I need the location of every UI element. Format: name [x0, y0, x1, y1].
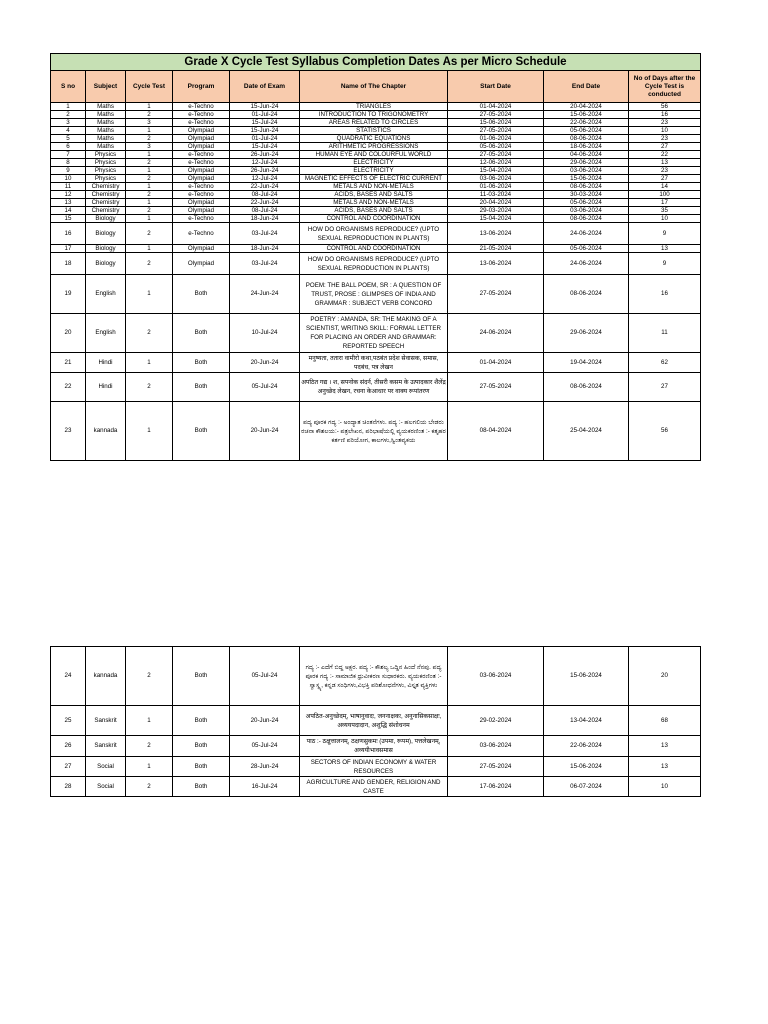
cycle-test-cell: 2 — [126, 314, 173, 353]
table-row — [51, 215, 701, 223]
exam-date-cell: 20-Jun-24 — [230, 353, 300, 373]
sno-cell: 21 — [51, 353, 86, 373]
sno-cell: 11 — [51, 183, 86, 191]
table-row — [51, 706, 701, 736]
table-row — [51, 143, 701, 151]
cycle-test-cell: 3 — [126, 143, 173, 151]
sno-cell: 3 — [51, 119, 86, 127]
sno-cell: 5 — [51, 135, 86, 143]
chapter-cell: मनुष्यता, ततारा वामीरो कथा,पठबंत प्रदेश सेवासक, समास, पदबंध, पत्र लेखन — [300, 353, 448, 373]
end-date-cell: 18-06-2024 — [544, 143, 629, 151]
end-date-cell: 05-06-2024 — [544, 245, 629, 253]
chapter-cell: POEM: THE BALL POEM, SR : A QUESTION OF TRUST, PROSE : GLIMPSES OF INDIA AND GRAMMAR : SUBJECT VERB CONCORD — [300, 275, 448, 314]
subject-cell: Sanskrit — [86, 706, 126, 736]
end-date-cell: 08-06-2024 — [544, 275, 629, 314]
start-date-cell: 03-06-2024 — [448, 175, 544, 183]
table-row — [51, 191, 701, 199]
program-cell: Both — [173, 647, 230, 706]
sno-cell: 26 — [51, 736, 86, 757]
end-date-cell: 05-06-2024 — [544, 127, 629, 135]
start-date-cell: 15-06-2024 — [448, 119, 544, 127]
program-cell: Olympiad — [173, 143, 230, 151]
subject-cell: Maths — [86, 103, 126, 111]
program-cell: Both — [173, 314, 230, 353]
exam-date-cell: 22-Jun-24 — [230, 199, 300, 207]
start-date-cell: 29-02-2024 — [448, 706, 544, 736]
start-date-cell: 11-03-2024 — [448, 191, 544, 199]
chapter-cell: ELECTRICITY — [300, 159, 448, 167]
start-date-cell: 01-04-2024 — [448, 353, 544, 373]
chapter-cell: QUADRATIC EQUATIONS — [300, 135, 448, 143]
exam-date-cell: 08-Jul-24 — [230, 191, 300, 199]
start-date-cell: 01-06-2024 — [448, 135, 544, 143]
subject-cell: Physics — [86, 167, 126, 175]
cycle-test-cell: 2 — [126, 223, 173, 245]
subject-cell: Maths — [86, 143, 126, 151]
end-date-cell: 29-06-2024 — [544, 159, 629, 167]
syllabus-table-page-1 — [50, 53, 701, 461]
days-cell: 23 — [629, 119, 701, 127]
exam-date-cell: 15-Jun-24 — [230, 103, 300, 111]
days-cell: 13 — [629, 245, 701, 253]
start-date-cell: 01-04-2024 — [448, 103, 544, 111]
subject-cell: Hindi — [86, 353, 126, 373]
program-cell: Olympiad — [173, 253, 230, 275]
cycle-test-cell: 2 — [126, 647, 173, 706]
days-cell: 100 — [629, 191, 701, 199]
start-date-cell: 27-05-2024 — [448, 111, 544, 119]
days-cell: 11 — [629, 314, 701, 353]
program-cell: Olympiad — [173, 199, 230, 207]
exam-date-cell: 26-Jun-24 — [230, 151, 300, 159]
end-date-cell: 29-06-2024 — [544, 314, 629, 353]
sno-cell: 27 — [51, 757, 86, 777]
end-date-cell: 03-06-2024 — [544, 167, 629, 175]
exam-date-cell: 28-Jun-24 — [230, 757, 300, 777]
start-date-cell: 27-05-2024 — [448, 757, 544, 777]
end-date-cell: 08-06-2024 — [544, 215, 629, 223]
chapter-cell: SECTORS OF INDIAN ECONOMY & WATER RESOURCES — [300, 757, 448, 777]
table-row — [51, 275, 701, 314]
header-sno: S no — [51, 71, 86, 103]
end-date-cell: 08-06-2024 — [544, 183, 629, 191]
program-cell: Olympiad — [173, 127, 230, 135]
table-row — [51, 103, 701, 111]
program-cell: e-Techno — [173, 223, 230, 245]
table-row — [51, 199, 701, 207]
cycle-test-cell: 1 — [126, 245, 173, 253]
end-date-cell: 22-06-2024 — [544, 736, 629, 757]
days-cell: 68 — [629, 706, 701, 736]
cycle-test-cell: 2 — [126, 191, 173, 199]
chapter-cell: METALS AND NON-METALS — [300, 183, 448, 191]
chapter-cell: ELECTRICITY — [300, 167, 448, 175]
end-date-cell: 20-04-2024 — [544, 103, 629, 111]
days-cell: 35 — [629, 207, 701, 215]
end-date-cell: 15-06-2024 — [544, 111, 629, 119]
header-date-of-exam: Date of Exam — [230, 71, 300, 103]
end-date-cell: 06-07-2024 — [544, 777, 629, 797]
table-body-page-1 — [51, 103, 701, 461]
cycle-test-cell: 2 — [126, 135, 173, 143]
page-title: Grade X Cycle Test Syllabus Completion Dates As per Micro Schedule — [51, 54, 701, 71]
chapter-cell: अपठित-अनुच्छेदम्, भाषानुवादः, जननाक्षकः, अनुनासिकसाक्षः, अव्ययपदादान, अशुद्धि संशोधनम — [300, 706, 448, 736]
chapter-cell: ACIDS, BASES AND SALTS — [300, 207, 448, 215]
header-start-date: Start Date — [448, 71, 544, 103]
program-cell: Both — [173, 777, 230, 797]
exam-date-cell: 16-Jul-24 — [230, 777, 300, 797]
cycle-test-cell: 1 — [126, 757, 173, 777]
chapter-cell: TRIANGLES — [300, 103, 448, 111]
end-date-cell: 22-06-2024 — [544, 119, 629, 127]
sno-cell: 23 — [51, 402, 86, 461]
chapter-cell: INTRODUCTION TO TRIGONOMETRY — [300, 111, 448, 119]
start-date-cell: 15-04-2024 — [448, 215, 544, 223]
chapter-cell: ACIDS, BASES AND SALTS — [300, 191, 448, 199]
table-row — [51, 127, 701, 135]
header-cycle-test: Cycle Test — [126, 71, 173, 103]
cycle-test-cell: 1 — [126, 199, 173, 207]
header-chapter-name: Name of The Chapter — [300, 71, 448, 103]
table-row — [51, 253, 701, 275]
days-cell: 9 — [629, 223, 701, 245]
table-row — [51, 757, 701, 777]
table-row — [51, 647, 701, 706]
end-date-cell: 30-03-2024 — [544, 191, 629, 199]
syllabus-table-page-2 — [50, 646, 701, 797]
days-cell: 62 — [629, 353, 701, 373]
sno-cell: 13 — [51, 199, 86, 207]
table-row — [51, 175, 701, 183]
exam-date-cell: 20-Jun-24 — [230, 402, 300, 461]
end-date-cell: 24-06-2024 — [544, 253, 629, 275]
program-cell: e-Techno — [173, 119, 230, 127]
days-cell: 9 — [629, 253, 701, 275]
table-row — [51, 183, 701, 191]
days-cell: 10 — [629, 215, 701, 223]
cycle-test-cell: 1 — [126, 706, 173, 736]
cycle-test-cell: 1 — [126, 215, 173, 223]
days-cell: 10 — [629, 777, 701, 797]
cycle-test-cell: 1 — [126, 151, 173, 159]
start-date-cell: 08-04-2024 — [448, 402, 544, 461]
chapter-cell: पाठ :- ठक्षुत्तालनम्, ठक्षणसुकमः (उपमा, रूपम), पत्तलेखनम्, अव्ययीभावसमास — [300, 736, 448, 757]
exam-date-cell: 24-Jun-24 — [230, 275, 300, 314]
cycle-test-cell: 1 — [126, 402, 173, 461]
exam-date-cell: 10-Jul-24 — [230, 314, 300, 353]
program-cell: Olympiad — [173, 135, 230, 143]
days-cell: 23 — [629, 135, 701, 143]
subject-cell: Maths — [86, 119, 126, 127]
table-row — [51, 314, 701, 353]
end-date-cell: 25-04-2024 — [544, 402, 629, 461]
cycle-test-cell: 2 — [126, 253, 173, 275]
start-date-cell: 03-06-2024 — [448, 736, 544, 757]
sno-cell: 17 — [51, 245, 86, 253]
subject-cell: English — [86, 314, 126, 353]
sno-cell: 1 — [51, 103, 86, 111]
start-date-cell: 27-05-2024 — [448, 127, 544, 135]
cycle-test-cell: 1 — [126, 167, 173, 175]
chapter-cell: STATISTICS — [300, 127, 448, 135]
subject-cell: English — [86, 275, 126, 314]
subject-cell: Physics — [86, 175, 126, 183]
program-cell: e-Techno — [173, 111, 230, 119]
subject-cell: Biology — [86, 223, 126, 245]
sno-cell: 19 — [51, 275, 86, 314]
sno-cell: 25 — [51, 706, 86, 736]
chapter-cell: AGRICULTURE AND GENDER, RELIGION AND CASTE — [300, 777, 448, 797]
table-row — [51, 736, 701, 757]
cycle-test-cell: 3 — [126, 119, 173, 127]
chapter-cell: HUMAN EYE AND COLOURFUL WORLD — [300, 151, 448, 159]
sno-cell: 10 — [51, 175, 86, 183]
exam-date-cell: 26-Jun-24 — [230, 167, 300, 175]
cycle-test-cell: 1 — [126, 127, 173, 135]
program-cell: e-Techno — [173, 159, 230, 167]
days-cell: 13 — [629, 757, 701, 777]
cycle-test-cell: 2 — [126, 111, 173, 119]
program-cell: e-Techno — [173, 191, 230, 199]
sno-cell: 7 — [51, 151, 86, 159]
days-cell: 16 — [629, 275, 701, 314]
days-cell: 56 — [629, 103, 701, 111]
subject-cell: Chemistry — [86, 199, 126, 207]
table-row — [51, 777, 701, 797]
chapter-cell: AREAS RELATED TO CIRCLES — [300, 119, 448, 127]
chapter-cell: ಗದ್ಯ :- ಎದೆಗೆ ಬಿದ್ದ ಅಕ್ಷರ. ಪದ್ಯ :- ಕೌಶಲ್ಯ ಒದ್ದಿನ ಹಿಂದೆ ನೆನಪು. ಪದ್ಯ ಪೂರಕ ಗದ್ಯ :- ಸಾಮಾಜಿಕ ಧ್ರುವೀಕರಣ ಸುಧಾರಕರು. ವ್ಯಯಕರಣಿಂತ :- ಸ್ವಾಸ್ಥ್ಯ, ಕನ್ನಡ ಸಂಧಿಗಳು,ವಿಭಕ್ತಿ ಪರಿಶೋಧನೆಗಳು, ವಿಸ್ತೃತ ವ್ಯಕ್ತಿಗಳು — [300, 647, 448, 706]
subject-cell: kannada — [86, 402, 126, 461]
subject-cell: Chemistry — [86, 191, 126, 199]
start-date-cell: 21-05-2024 — [448, 245, 544, 253]
start-date-cell: 15-04-2024 — [448, 167, 544, 175]
table-row — [51, 159, 701, 167]
program-cell: Both — [173, 402, 230, 461]
chapter-cell: ಪದ್ಯ ಪೂರಕ ಗದ್ಯ :- ಅಂದ್ಯಾತ ಚಿಂತನೆಗಳು. ಪದ್ಯ :- ಹಲಗಲಿಯ ಬೇಡರು ರಚನಾ ಕೌಶಲಯ:- ಪತ್ರಲೇಖನ, ಪರಿಭಾಷೆಯಲ್ಲಿ ವ್ಯಯಕರಣಿಂತ :- ಕತೃಹರ ಕರ್ತಣಿ ಪರಿಯೋಗ, ಕಾಲಗಳು,ಸ್ವಿಂತವ್ಯಕಯ — [300, 402, 448, 461]
header-program: Program — [173, 71, 230, 103]
exam-date-cell: 05-Jul-24 — [230, 736, 300, 757]
subject-cell: Hindi — [86, 373, 126, 402]
program-cell: e-Techno — [173, 151, 230, 159]
cycle-test-cell: 1 — [126, 275, 173, 314]
start-date-cell: 03-06-2024 — [448, 647, 544, 706]
program-cell: Both — [173, 373, 230, 402]
exam-date-cell: 05-Jul-24 — [230, 647, 300, 706]
table-row — [51, 373, 701, 402]
sno-cell: 9 — [51, 167, 86, 175]
chapter-cell: METALS AND NON-METALS — [300, 199, 448, 207]
sno-cell: 12 — [51, 191, 86, 199]
chapter-cell: HOW DO ORGANISMS REPRODUCE? (UPTO SEXUAL REPRODUCTION IN PLANTS) — [300, 223, 448, 245]
sno-cell: 22 — [51, 373, 86, 402]
cycle-test-cell: 1 — [126, 103, 173, 111]
exam-date-cell: 01-Jul-24 — [230, 135, 300, 143]
exam-date-cell: 03-Jul-24 — [230, 223, 300, 245]
subject-cell: Social — [86, 757, 126, 777]
sno-cell: 24 — [51, 647, 86, 706]
start-date-cell: 05-06-2024 — [448, 143, 544, 151]
exam-date-cell: 15-Jul-24 — [230, 119, 300, 127]
sno-cell: 4 — [51, 127, 86, 135]
chapter-cell: CONTROL AND COORDINATION — [300, 215, 448, 223]
header-days-after: No of Days after the Cycle Test is conducted — [629, 71, 701, 103]
days-cell: 22 — [629, 151, 701, 159]
end-date-cell: 15-06-2024 — [544, 175, 629, 183]
exam-date-cell: 01-Jul-24 — [230, 111, 300, 119]
subject-cell: Maths — [86, 127, 126, 135]
sno-cell: 6 — [51, 143, 86, 151]
program-cell: e-Techno — [173, 183, 230, 191]
chapter-cell: MAGNETIC EFFECTS OF ELECTRIC CURRENT — [300, 175, 448, 183]
header-end-date: End Date — [544, 71, 629, 103]
cycle-test-cell: 2 — [126, 159, 173, 167]
start-date-cell: 27-05-2024 — [448, 151, 544, 159]
days-cell: 10 — [629, 127, 701, 135]
exam-date-cell: 05-Jul-24 — [230, 373, 300, 402]
exam-date-cell: 12-Jul-24 — [230, 175, 300, 183]
exam-date-cell: 12-Jul-24 — [230, 159, 300, 167]
end-date-cell: 08-06-2024 — [544, 373, 629, 402]
start-date-cell: 20-04-2024 — [448, 199, 544, 207]
chapter-cell: HOW DO ORGANISMS REPRODUCE? (UPTO SEXUAL REPRODUCTION IN PLANTS) — [300, 253, 448, 275]
exam-date-cell: 03-Jul-24 — [230, 253, 300, 275]
subject-cell: Maths — [86, 111, 126, 119]
chapter-cell: POETRY : AMANDA, SR: THE MAKING OF A SCIENTIST, WRITING SKILL: FORMAL LETTER FOR PLACING AN ORDER AND GRAMMAR: REPORTED SPEECH — [300, 314, 448, 353]
sno-cell: 18 — [51, 253, 86, 275]
cycle-test-cell: 2 — [126, 373, 173, 402]
end-date-cell: 15-06-2024 — [544, 757, 629, 777]
table-row — [51, 223, 701, 245]
header-subject: Subject — [86, 71, 126, 103]
cycle-test-cell: 2 — [126, 207, 173, 215]
subject-cell: Chemistry — [86, 183, 126, 191]
table-row — [51, 402, 701, 461]
sno-cell: 8 — [51, 159, 86, 167]
start-date-cell: 13-06-2024 — [448, 253, 544, 275]
table-row — [51, 151, 701, 159]
subject-cell: kannada — [86, 647, 126, 706]
cycle-test-cell: 1 — [126, 353, 173, 373]
program-cell: Olympiad — [173, 245, 230, 253]
subject-cell: Physics — [86, 159, 126, 167]
cycle-test-cell: 2 — [126, 175, 173, 183]
table-row — [51, 207, 701, 215]
subject-cell: Sanskrit — [86, 736, 126, 757]
exam-date-cell: 20-Jun-24 — [230, 706, 300, 736]
start-date-cell: 27-05-2024 — [448, 275, 544, 314]
end-date-cell: 05-06-2024 — [544, 199, 629, 207]
start-date-cell: 12-06-2024 — [448, 159, 544, 167]
end-date-cell: 03-06-2024 — [544, 207, 629, 215]
end-date-cell: 19-04-2024 — [544, 353, 629, 373]
days-cell: 56 — [629, 402, 701, 461]
end-date-cell: 08-06-2024 — [544, 135, 629, 143]
exam-date-cell: 15-Jul-24 — [230, 143, 300, 151]
days-cell: 13 — [629, 159, 701, 167]
days-cell: 23 — [629, 167, 701, 175]
sno-cell: 15 — [51, 215, 86, 223]
subject-cell: Biology — [86, 215, 126, 223]
table-row — [51, 119, 701, 127]
days-cell: 27 — [629, 143, 701, 151]
end-date-cell: 04-06-2024 — [544, 151, 629, 159]
subject-cell: Physics — [86, 151, 126, 159]
cycle-test-cell: 1 — [126, 183, 173, 191]
program-cell: Olympiad — [173, 207, 230, 215]
days-cell: 20 — [629, 647, 701, 706]
end-date-cell: 15-06-2024 — [544, 647, 629, 706]
program-cell: Olympiad — [173, 175, 230, 183]
sno-cell: 2 — [51, 111, 86, 119]
exam-date-cell: 15-Jun-24 — [230, 127, 300, 135]
table-row — [51, 167, 701, 175]
days-cell: 27 — [629, 175, 701, 183]
program-cell: Olympiad — [173, 167, 230, 175]
subject-cell: Chemistry — [86, 207, 126, 215]
table-row — [51, 111, 701, 119]
days-cell: 16 — [629, 111, 701, 119]
days-cell: 27 — [629, 373, 701, 402]
start-date-cell: 29-03-2024 — [448, 207, 544, 215]
start-date-cell: 13-06-2024 — [448, 223, 544, 245]
chapter-cell: अपठित गद्य । श, सपनोक संदर्न, तीसरी कसम के उत्पादकार शैलेंद्र अनुच्छेद लेखन, रचना केआधार पर वाक्य रूपांतरण — [300, 373, 448, 402]
program-cell: Both — [173, 353, 230, 373]
sno-cell: 14 — [51, 207, 86, 215]
subject-cell: Social — [86, 777, 126, 797]
table-body-page-2 — [51, 647, 701, 797]
program-cell: e-Techno — [173, 103, 230, 111]
exam-date-cell: 08-Jul-24 — [230, 207, 300, 215]
subject-cell: Biology — [86, 245, 126, 253]
sno-cell: 16 — [51, 223, 86, 245]
start-date-cell: 17-06-2024 — [448, 777, 544, 797]
sno-cell: 28 — [51, 777, 86, 797]
program-cell: Both — [173, 275, 230, 314]
sno-cell: 20 — [51, 314, 86, 353]
subject-cell: Maths — [86, 135, 126, 143]
cycle-test-cell: 2 — [126, 736, 173, 757]
program-cell: e-Techno — [173, 215, 230, 223]
chapter-cell: CONTROL AND COORDINATION — [300, 245, 448, 253]
end-date-cell: 13-04-2024 — [544, 706, 629, 736]
chapter-cell: ARITHMETIC PROGRESSIONS — [300, 143, 448, 151]
subject-cell: Biology — [86, 253, 126, 275]
exam-date-cell: 18-Jun-24 — [230, 245, 300, 253]
start-date-cell: 01-06-2024 — [448, 183, 544, 191]
exam-date-cell: 18-Jun-24 — [230, 215, 300, 223]
program-cell: Both — [173, 706, 230, 736]
cycle-test-cell: 2 — [126, 777, 173, 797]
table-row — [51, 353, 701, 373]
table-row — [51, 135, 701, 143]
days-cell: 13 — [629, 736, 701, 757]
table-row — [51, 245, 701, 253]
exam-date-cell: 22-Jun-24 — [230, 183, 300, 191]
start-date-cell: 27-05-2024 — [448, 373, 544, 402]
end-date-cell: 24-06-2024 — [544, 223, 629, 245]
program-cell: Both — [173, 736, 230, 757]
start-date-cell: 24-06-2024 — [448, 314, 544, 353]
days-cell: 17 — [629, 199, 701, 207]
program-cell: Both — [173, 757, 230, 777]
days-cell: 14 — [629, 183, 701, 191]
